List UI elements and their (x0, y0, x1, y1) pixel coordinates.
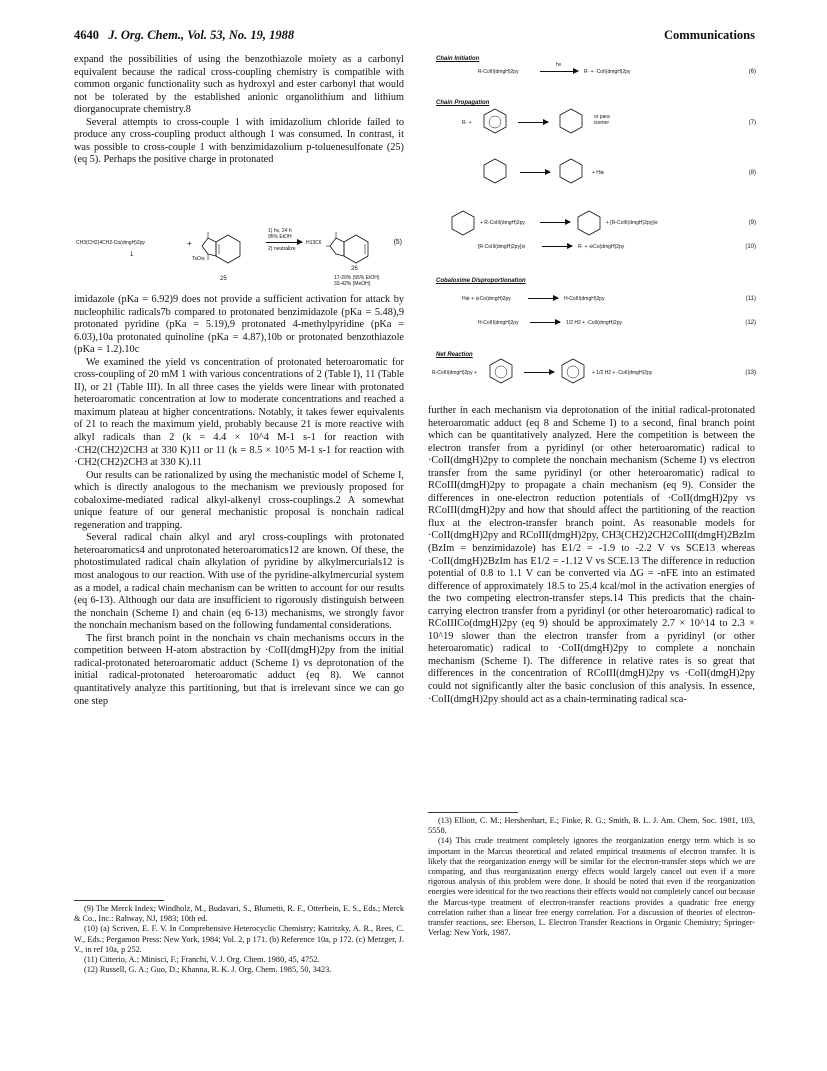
left-footnote-rule (74, 900, 164, 901)
eq5-product-prefix: H13C6 (306, 240, 322, 246)
eq5-reactant-2-number: 25 (220, 276, 227, 282)
eq9-arrow (540, 222, 570, 223)
eq5-reactant-1-number: 1 (130, 252, 134, 258)
pyridinium-ring-eq13 (486, 356, 516, 390)
eq10-arrow (542, 246, 572, 247)
pyridinyl-radical-eq8 (556, 156, 586, 190)
right-footnotes (428, 816, 755, 938)
footnote-13: (13) Elliott, C. M.; Hershenhart, E.; Finke, R. G.; Smith, B. L. J. Am. Chem. Soc. 1981, 103, 5558. (428, 816, 755, 836)
eq13-reactant: R-CoIII(dmgH)2py + (432, 370, 477, 376)
heading-chain-initiation: Chain Initiation (436, 56, 480, 62)
left-column-main (74, 294, 404, 708)
left-paragraph-1: expand the possibilities of using the benzothiazole moiety as a carbonyl equivalent because the radical cross-coupling chemistry is compatible with common organic functionality such as hydroxyl and ester carbonyl that would not be tolerated by the established anionic organolithium and lithium diorganocuprate chemistry.8 (74, 54, 404, 116)
eq5-reactant-1: CH3(CH2)4CH2-Co(dmgH)2py (76, 240, 145, 246)
eq12-arrow (530, 322, 560, 323)
pyridinium-ring-eq7 (480, 106, 510, 138)
page-journal-line (74, 28, 294, 43)
eq5-label: (5) (393, 239, 402, 246)
journal-citation: J. Org. Chem., Vol. 53, No. 19, 1988 (108, 28, 295, 42)
eq8-number: (8) (748, 170, 756, 176)
alkylpyridinium-eq13 (558, 356, 588, 390)
eq5-condition-3: 2) neutralize (268, 246, 296, 252)
right-paragraph-1: further in each mechanism via deprotonation of the initial radical-protonated heteroaromatic adduct (eq 8 and Scheme I) to a second, final branch point which can be quantitatively analyzed. Here the competition is between the electron transfer from a pyridinyl (or other heteroaromatic) radical to ·CoII(dmgH)2py to complete the nonchain mechanism (Scheme I) vs electron transfer from the same pyridinyl (or other heteroaromatic) radical to RCoIII(dmgH)2py to propagate a chain mechanism (eq 9). Consider the differences in one-electron reduction potentials of ·CoII(dmgH)2py vs RCoIII(dmgH)2py and how that should affect the partitioning of the reaction flux at the electron-transfer branch point. As reasonable models for ·CoII(dmgH)2py and RCoIII(dmgH)2py, CH3(CH2)2CH2CoIII(dmgH)2BzIm (BzIm = benzimidazole) has E1/2 = -1.9 to -2.2 V vs SCE13 whereas ·CoII(dmgH)2BzIm has E1/2 = -1.12 V vs SCE.13 The difference in reduction potential of 0.8 to 1.1 V can be converted via ΔG = -nFE into an estimated difference of approximately 18.5 to 25.4 kcal/mol in the activation energies of the two competing electron-transfer steps.14 This predicts that the chain-carrying electron transfer from a pyridinyl (or other heteroaromatic) radical to RCoIIICo(dmgH)2py (eq 9) should be approximately 2.7 × 10^14 to 2.3 × 10^19 slower than the electron transfer from a pyridinyl (or other heteroaromatic) radical to ·CoII(dmgH)2py to complete a nonchain mechanism (Scheme I). The difference in relative rates is so great that differences in the concentration of RCoIII(dmgH)2py vs ·CoII(dmgH)2py could not significantly alter the basic conclusion of this analysis. In essence, ·CoII(dmgH)2py should act as a chain-terminating radical sca- (428, 405, 755, 705)
benzimidazolium-structure (198, 226, 258, 268)
equation-5 (74, 226, 404, 290)
eq5-condition-1: 1) hν, 24 h (268, 228, 292, 234)
eq5-condition-2: 95% EtOH (268, 234, 292, 240)
right-column-main (428, 405, 755, 706)
eq6-number: (6) (748, 69, 756, 75)
footnote-11: (11) Citterio, A.; Minisci, F.; Franchi, V. J. Org. Chem. 1980, 45, 4752. (84, 955, 320, 965)
eq7-isomer-note: or para isomer (594, 114, 610, 126)
eq8-proton: + H⊕ (592, 170, 605, 176)
eq8-arrow (520, 172, 550, 173)
eq6-light: hν (556, 62, 562, 68)
eq13-arrow (524, 372, 554, 373)
footnote-12: (12) Russell, G. A.; Guo, D.; Khanna, R. K. J. Org. Chem. 1985, 50, 3423. (84, 965, 332, 975)
left-paragraph-4: We examined the yield vs concentration of protonated heteroaromatic for cross-coupling of 20 mM 1 with various concentrations of 2 (Table I), 11 (Table II), or 21 (Table III). In all three cases the yields were linear with protonated heteroaromatic concentration at low to moderate concentrations and reached a maximum plateau at higher concentrations. Notably, it takes fewer equivalents of 21 to reach the maximum yield, probably because 21 is more reactive with alkyl radicals than 2 (k = 4.4 × 10^4 M-1 s-1 for reaction with ·CH2(CH2)2CH3 at 330 K)11 or 11 (k = 8.5 × 10^5 M-1 s-1 for reaction with ·CH2(CH2)2CH3 at 330 K).11 (74, 356, 404, 469)
eq12-reactant: H-CoIII(dmgH)2py (478, 320, 519, 326)
eq5-product-number: 26 (351, 266, 358, 272)
eq7-number: (7) (748, 120, 756, 126)
eq10-reactant: [R-CoIII(dmgH)2py]⊖ (478, 244, 526, 250)
eq9-products: + [R-CoIII(dmgH)2py]⊖ (606, 220, 658, 226)
eq5-yield-ethanol: 17-20% (95% EtOH) (334, 275, 380, 281)
left-paragraph-5: Our results can be rationalized by using the mechanistic model of Scheme I, which is directly analogous to the mechanism we previously proposed for cobaloxime-mediated radical alkyl-alkenyl cross-couplings.2 A somewhat unique feature of our general mechanistic proposal is nonchain radical regeneration and trapping. (74, 469, 404, 531)
eq5-counterion: TsO⊖ (192, 256, 206, 262)
eq10-products: R· + ⊖Co(dmgH)2py (578, 244, 625, 250)
eq9-number: (9) (748, 220, 756, 226)
eq5-yield-methanol: 33-42% (MeOH) (334, 281, 371, 287)
pyridinyl-radical-eq9 (448, 208, 478, 242)
chain-mechanism-scheme (428, 52, 758, 404)
eq11-arrow (528, 298, 558, 299)
eq6-products: R· + ·CoII(dmgH)2py (584, 69, 631, 75)
eq12-products: 1/2 H2 + ·CoII(dmgH)2py (566, 320, 622, 326)
section-title: Communications (664, 28, 755, 42)
left-footnotes (74, 904, 404, 975)
left-paragraph-3: imidazole (pKa = 6.92)9 does not provide a sufficient activation for attack by nucleophilic radicals7b compared to protonated benzimidazole (pKa = 5.48),9 protonated pyridine (pKa = 5.19),9 protonated 4-methylpyridine (pKa = 6.03),10a protonated quinoline (pKa = 4.87),10b or protonated benzothiazole (pKa = 1.2).10c (74, 294, 404, 356)
heading-net-reaction: Net Reaction (436, 352, 473, 358)
radical-adduct-eq8 (480, 156, 510, 190)
left-paragraph-6: Several radical chain alkyl and aryl cross-couplings with protonated heteroaromatics4 and unprotonated heteroaromatics12 are known. Of these, the photostimulated radical chain alkylation of pyridine by alkylmercurials12 is most analogous to our reaction. With use of the pyridine-alkylmercurial system as a model, a radical chain mechanism can be written to account for our results (eq 6-13). Although our data are insufficient to rigorously distinguish between the nonchain (Scheme I) and chain (eq 6-13) mechanisms, we strongly favor the nonchain mechanism based on the following fundamental considerations. (74, 532, 404, 632)
eq7-arrow (518, 122, 548, 123)
heading-chain-propagation: Chain Propagation (436, 100, 490, 106)
footnote-10: (10) (a) Scriven, E. F. V. In Comprehensive Heterocyclic Chemistry; Katritzky, A. R., Rees, C. W., Eds.; Pergamon Press: New York, 1984; Vol. 2, p 171. (b) Reference 10a, p 172. (c) Metzger, J. V., in ref 10a, p 252. (74, 924, 404, 954)
footnote-14: (14) This crude treatment completely ignores the reorganization energy term which is so important in the Marcus theoretical and related empirical treatments of electron transfer. It is likely that the reorganization energy will be similar for the electron-transfer steps which we are comparing, and thus reorganization energy effects would largely cancel out even if a more rigorous analysis of this problem were done. It should be noted that even if the reorganization energies were identical for the two reactions their effects would not completely cancel out because the Marcus-type treatment of electron-transfer reactions provides a quadratic free energy correlation rather than a linear free energy correlation. For a discussion of theories of electron-transfer reactions, see: Eberson, L. Electron Transfer Reactions in Organic Chemistry; Springer-Verlag: New York, 1987. (428, 836, 755, 938)
eq9-reactant: + R-CoIII(dmgH)2py (480, 220, 525, 226)
eq12-number: (12) (745, 320, 756, 326)
radical-adduct-eq7 (556, 106, 586, 138)
eq11-reactant: H⊕ + ⊖Co(dmgH)2py (462, 296, 511, 302)
eq10-number: (10) (745, 244, 756, 250)
eq5-plus: + (187, 239, 192, 248)
eq11-product: H-CoIII(dmgH)2py (564, 296, 605, 302)
eq6-reactant: R-CoIII(dmgH)2py (478, 69, 519, 75)
footnote-9: (9) The Merck Index; Windholz, M., Budavari, S., Blumetti, R. F., Otterbein, E. S., Eds.; Merck & Co., Inc.: Rahway, NJ, 1983; 10th ed. (74, 904, 404, 924)
heading-cobaloxime-disproportionation: Cobaloxime Disproportionation (436, 278, 526, 284)
eq5-arrow (266, 242, 302, 243)
eq6-arrow (540, 71, 578, 72)
eq7-reactant: R· + (462, 120, 472, 126)
left-column-top (74, 54, 404, 167)
benzimidazole-product-structure (326, 226, 386, 268)
page-number: 4640 (74, 28, 99, 42)
left-paragraph-2: Several attempts to cross-couple 1 with imidazolium chloride failed to produce any cross-coupling product although 1 was consumed. In contrast, it was possible to cross-couple 1 with benzimidazolium p-toluenesulfonate (25) (eq 5). Perhaps the positive charge in protonated (74, 116, 404, 166)
eq11-number: (11) (745, 296, 756, 302)
eq13-products: + 1/2 H2 + ·CoII(dmgH)2py (592, 370, 653, 376)
alkylpyridine-eq9 (574, 208, 604, 242)
eq13-number: (13) (745, 370, 756, 376)
left-paragraph-7: The first branch point in the nonchain vs chain mechanisms occurs in the competition between H-atom abstraction by ·CoII(dmgH)2py from the initial radical-protonated heteroaromatic adduct (Scheme I) vs deprotonation of the initial radical-protonated heteroaromatic adduct (eq 8). We cannot quantitatively analyze this partitioning, but that is irrelevant since we can go one step (74, 632, 404, 707)
running-header (74, 28, 755, 44)
right-footnote-rule (428, 812, 518, 813)
